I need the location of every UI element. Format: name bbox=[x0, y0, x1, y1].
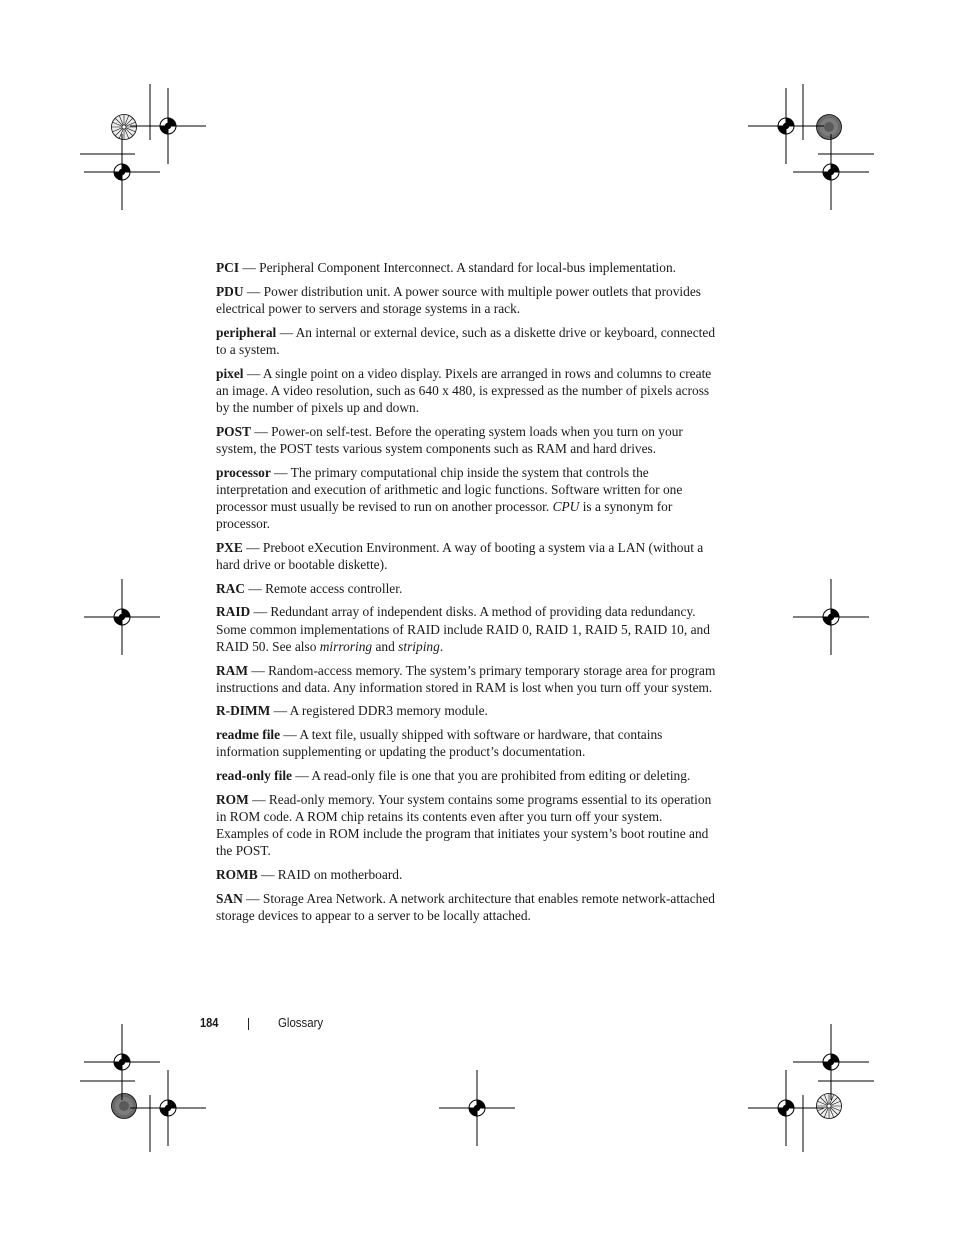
glossary-entry-pixel bbox=[216, 365, 716, 417]
entry-term: POST bbox=[216, 423, 251, 439]
entry-term: read-only file bbox=[216, 768, 292, 784]
glossary-entry-readme-file bbox=[216, 726, 716, 760]
section-title: Glossary bbox=[278, 1015, 324, 1030]
glossary-entry-rom bbox=[216, 791, 716, 860]
entry-term: ROM bbox=[216, 791, 249, 807]
entry-term: R-DIMM bbox=[216, 703, 271, 719]
entry-definition: — Redundant array of independent disks. A method of providing data redundancy. Some common implementations of RAID include RAID 0, RAID 1, RAID 5, RAID 10, and RAID 50. See also bbox=[216, 604, 710, 654]
entry-term: readme file bbox=[216, 727, 281, 743]
entry-term: RAM bbox=[216, 662, 248, 678]
entry-term: pixel bbox=[216, 365, 244, 381]
glossary-entry-r-dimm bbox=[216, 702, 716, 719]
glossary-entry-post bbox=[216, 423, 716, 457]
entry-term: RAID bbox=[216, 604, 251, 620]
glossary-entry-peripheral bbox=[216, 324, 716, 358]
glossary-entry-raid bbox=[216, 603, 716, 655]
entry-definition: — A read-only file is one that you are prohibited from editing or deleting. bbox=[292, 768, 691, 784]
glossary-entry-san bbox=[216, 890, 716, 924]
entry-italic-term: mirroring bbox=[319, 638, 373, 654]
glossary-entry-pci bbox=[216, 259, 716, 276]
entry-definition: — Peripheral Component Interconnect. A standard for local-bus implementation. bbox=[239, 260, 677, 275]
entry-definition: — Remote access controller. bbox=[245, 580, 403, 596]
entry-term: ROMB bbox=[216, 867, 258, 883]
entry-definition: — Random-access memory. The system’s primary temporary storage area for program instructions and data. Any information stored in RAM is lost when you turn off your system. bbox=[216, 662, 716, 695]
entry-definition-mid: and bbox=[372, 638, 399, 654]
entry-italic-term-2: striping bbox=[398, 638, 440, 654]
entry-definition: — Preboot eXecution Environment. A way of booting a system via a LAN (without a hard drive or bootable diskette). bbox=[216, 539, 704, 573]
footer-divider bbox=[248, 1018, 249, 1030]
entry-term: RAC bbox=[216, 580, 246, 596]
entry-term: SAN bbox=[216, 890, 243, 906]
entry-term: peripheral bbox=[216, 324, 277, 340]
glossary-entry-pdu bbox=[216, 283, 716, 317]
entry-definition: — RAID on motherboard. bbox=[257, 867, 403, 883]
glossary-entry-pxe bbox=[216, 539, 716, 573]
entry-italic-term: CPU bbox=[552, 498, 580, 514]
entry-definition: — Storage Area Network. A network architecture that enables remote network-attached storage devices to appear to a server to be locally attached. bbox=[216, 890, 716, 923]
entry-definition: — The primary computational chip inside the system that controls the interpretation and execution of arithmetic and logic functions. Software written for one processor must usually be revised to run on another processor. bbox=[216, 464, 683, 514]
entry-definition: — Read-only memory. Your system contains some programs essential to its operation in ROM code. A ROM chip retains its contents even after you turn off your system. Examples of code in ROM include the program that initiates your system’s boot routine and the POST. bbox=[216, 791, 712, 859]
page-number: 184 bbox=[200, 1015, 219, 1030]
glossary-entry-read-only-file bbox=[216, 767, 716, 784]
glossary-entry-ram bbox=[216, 662, 716, 696]
glossary-entry-processor bbox=[216, 464, 716, 533]
entry-definition-end: is a synonym for processor. bbox=[216, 498, 673, 532]
entry-definition: — A single point on a video display. Pixels are arranged in rows and columns to create an image. A video resolution, such as 640 x 480, is expressed as the number of pixels across by the number of pixels up and down. bbox=[216, 365, 712, 415]
glossary-entry-rac bbox=[216, 580, 716, 597]
entry-definition: — Power-on self-test. Before the operating system loads when you turn on your system, the POST tests various system components such as RAM and hard drives. bbox=[216, 423, 683, 456]
glossary-entries bbox=[216, 259, 716, 931]
entry-definition: — Power distribution unit. A power source with multiple power outlets that provides electrical power to servers and storage systems in a rack. bbox=[216, 283, 701, 316]
entry-definition: — A registered DDR3 memory module. bbox=[270, 703, 488, 719]
entry-definition: — A text file, usually shipped with software or hardware, that contains information supplementing or updating the product’s documentation. bbox=[216, 727, 663, 760]
entry-term: processor bbox=[216, 464, 271, 480]
entry-definition-end: . bbox=[439, 638, 444, 654]
entry-term: PXE bbox=[216, 539, 243, 555]
entry-term: PCI bbox=[216, 260, 240, 275]
glossary-entry-romb bbox=[216, 866, 716, 883]
entry-term: PDU bbox=[216, 283, 244, 299]
entry-definition: — An internal or external device, such as a diskette drive or keyboard, connected to a system. bbox=[216, 324, 716, 357]
page-footer bbox=[0, 1015, 954, 1035]
